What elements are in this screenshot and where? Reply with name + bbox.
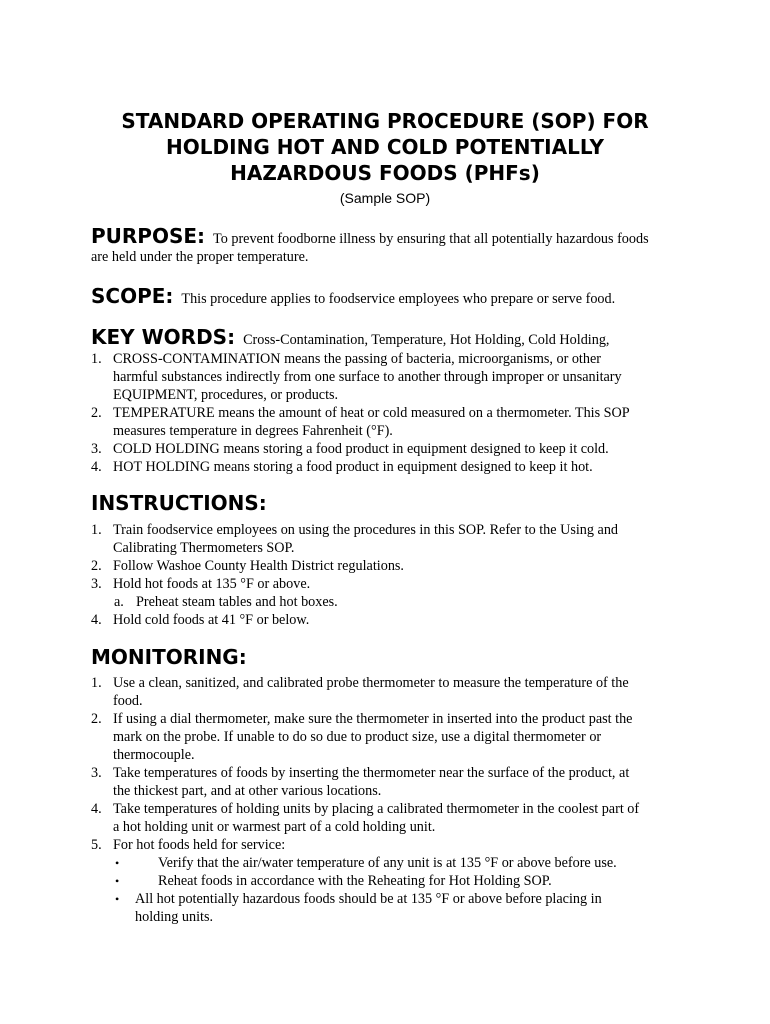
keywords-heading: KEY WORDS: <box>91 325 236 349</box>
monitoring-section <box>91 645 691 669</box>
item-number: 2. <box>91 558 102 574</box>
list-item <box>91 521 681 557</box>
keywords-list <box>91 350 681 476</box>
item-line: TEMPERATURE means the amount of heat or cold measured on a thermometer. This SOP <box>113 405 630 421</box>
list-item <box>91 800 681 836</box>
list-item <box>91 764 681 800</box>
item-line: mark on the probe. If unable to do so due to product size, use a digital thermometer or <box>113 729 602 745</box>
monitoring-heading: MONITORING: <box>91 645 247 669</box>
item-line: EQUIPMENT, procedures, or products. <box>113 387 339 403</box>
purpose-heading: PURPOSE: <box>91 224 206 248</box>
list-item <box>91 350 681 404</box>
keywords-section <box>91 325 691 349</box>
item-line: harmful substances indirectly from one surface to another through improper or unsanitary <box>113 369 622 385</box>
item-line: the thickest part, and at other various locations. <box>113 783 382 799</box>
item-number: 3. <box>91 441 102 457</box>
item-line: thermocouple. <box>113 747 195 763</box>
item-line: Calibrating Thermometers SOP. <box>113 540 295 556</box>
title-line-3: HAZARDOUS FOODS (PHFs) <box>230 161 540 185</box>
document-title <box>0 108 770 186</box>
document-subtitle: (Sample SOP) <box>339 190 431 206</box>
item-line: a hot holding unit or warmest part of a cold holding unit. <box>113 819 436 835</box>
item-line: Reheat foods in accordance with the Reheating for Hot Holding SOP. <box>158 873 552 889</box>
instructions-heading: INSTRUCTIONS: <box>91 491 267 515</box>
list-item <box>91 710 681 764</box>
item-line: Take temperatures of holding units by placing a calibrated thermometer in the coolest part of <box>113 801 640 817</box>
sub-list-item <box>91 593 681 611</box>
item-line: All hot potentially hazardous foods should be at 135 °F or above before placing in <box>135 891 602 907</box>
item-line: Preheat steam tables and hot boxes. <box>136 594 338 610</box>
item-line: COLD HOLDING means storing a food product in equipment designed to keep it cold. <box>113 441 609 457</box>
bullet-item <box>91 872 681 890</box>
bullet-item <box>91 890 681 926</box>
bullet-icon: • <box>115 892 120 906</box>
item-number: 2. <box>91 405 102 421</box>
bullet-icon: • <box>115 874 120 888</box>
item-line: Use a clean, sanitized, and calibrated probe thermometer to measure the temperature of the <box>113 675 629 691</box>
item-line: Verify that the air/water temperature of any unit is at 135 °F or above before use. <box>158 855 617 871</box>
list-item <box>91 836 681 854</box>
purpose-text-line-2: are held under the proper temperature. <box>91 249 309 265</box>
item-number: 2. <box>91 711 102 727</box>
item-line: holding units. <box>135 909 214 925</box>
scope-heading: SCOPE: <box>91 284 174 308</box>
item-number: 3. <box>91 765 102 781</box>
list-item <box>91 404 681 440</box>
title-line-1: STANDARD OPERATING PROCEDURE (SOP) FOR <box>121 109 649 133</box>
scope-section <box>91 284 691 308</box>
item-line: measures temperature in degrees Fahrenheit (°F). <box>113 423 393 439</box>
item-number: 1. <box>91 675 102 691</box>
keywords-text: Cross-Contamination, Temperature, Hot Holding, Cold Holding, <box>243 332 610 348</box>
item-line: Follow Washoe County Health District regulations. <box>113 558 404 574</box>
title-line-2: HOLDING HOT AND COLD POTENTIALLY <box>166 135 604 159</box>
item-line: Hold cold foods at 41 °F or below. <box>113 612 310 628</box>
item-line: Hold hot foods at 135 °F or above. <box>113 576 311 592</box>
purpose-section <box>91 224 691 266</box>
item-number: 1. <box>91 351 102 367</box>
item-number: 4. <box>91 459 102 475</box>
monitoring-list <box>91 674 681 926</box>
list-item <box>91 458 681 476</box>
item-line: HOT HOLDING means storing a food product in equipment designed to keep it hot. <box>113 459 593 475</box>
list-item <box>91 440 681 458</box>
list-item <box>91 674 681 710</box>
list-item <box>91 557 681 575</box>
item-letter: a. <box>114 594 124 610</box>
item-line: food. <box>113 693 143 709</box>
bullet-item <box>91 854 681 872</box>
purpose-text-line-1: To prevent foodborne illness by ensuring that all potentially hazardous foods <box>213 231 649 247</box>
item-number: 3. <box>91 576 102 592</box>
bullet-icon: • <box>115 856 120 870</box>
scope-text: This procedure applies to foodservice employees who prepare or serve food. <box>181 291 616 307</box>
list-item <box>91 611 681 629</box>
item-number: 1. <box>91 522 102 538</box>
item-line: Take temperatures of foods by inserting the thermometer near the surface of the product, at <box>113 765 630 781</box>
instructions-section <box>91 491 691 515</box>
item-number: 4. <box>91 612 102 628</box>
item-number: 4. <box>91 801 102 817</box>
item-line: CROSS-CONTAMINATION means the passing of bacteria, microorganisms, or other <box>113 351 601 367</box>
list-item <box>91 575 681 593</box>
instructions-list <box>91 521 681 629</box>
item-line: If using a dial thermometer, make sure the thermometer in inserted into the product past the <box>113 711 633 727</box>
item-line: Train foodservice employees on using the procedures in this SOP. Refer to the Using and <box>113 522 619 538</box>
item-line: For hot foods held for service: <box>113 837 286 853</box>
item-number: 5. <box>91 837 102 853</box>
